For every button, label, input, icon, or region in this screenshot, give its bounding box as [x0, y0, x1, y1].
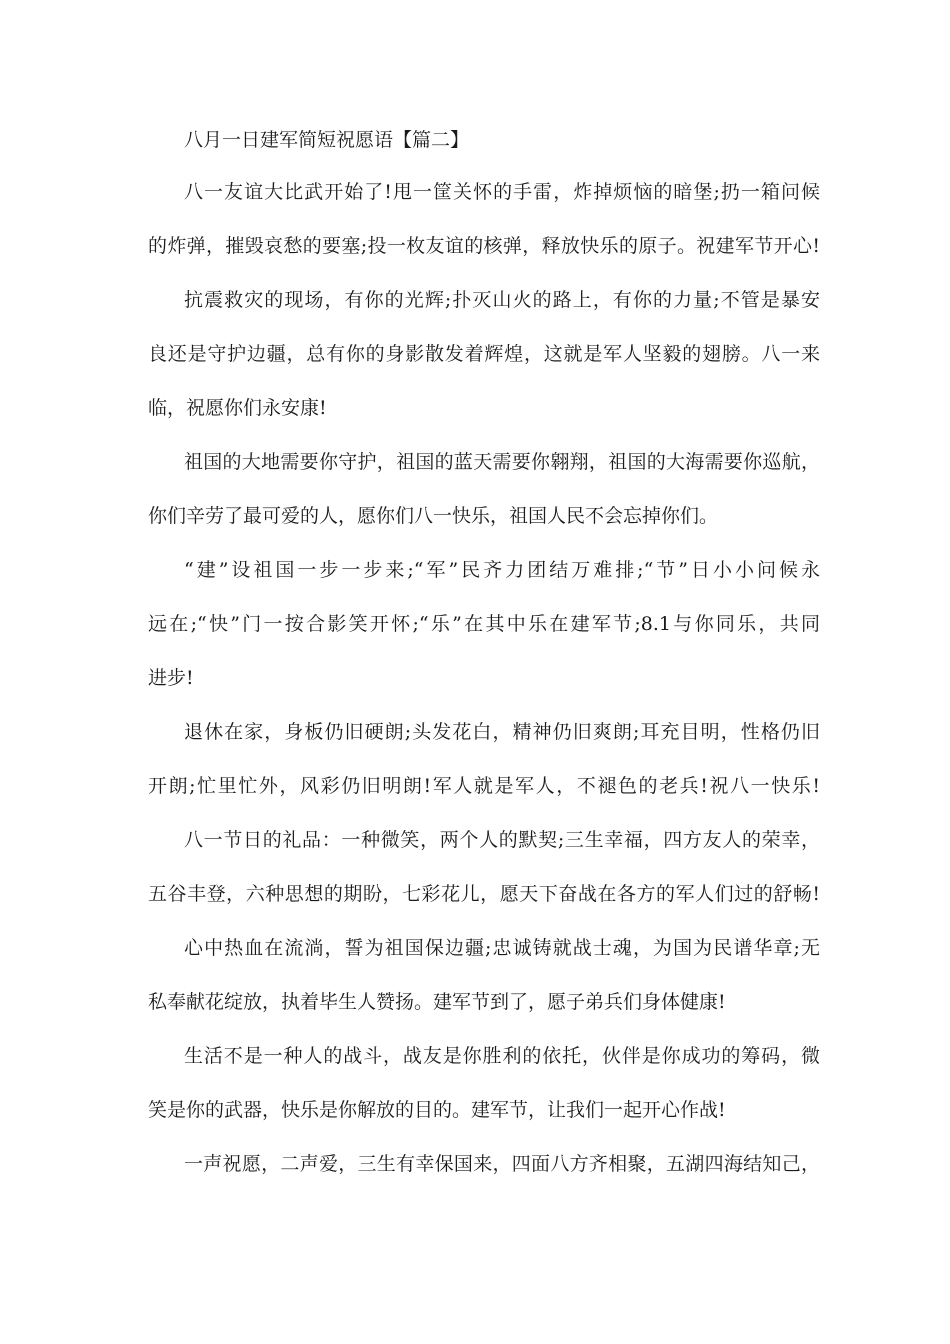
paragraph-line: 笑是你的武器，快乐是你解放的目的。建军节，让我们一起开心作战!	[148, 1099, 726, 1121]
paragraph-line: 的炸弹，摧毁哀愁的要塞;投一枚友谊的核弹，释放快乐的原子。祝建军节开心!	[148, 235, 820, 257]
paragraph-line: 临，祝愿你们永安康!	[148, 397, 327, 419]
paragraph-line: 五谷丰登，六种思想的期盼，七彩花儿，愿天下奋战在各方的军人们过的舒畅!	[148, 883, 820, 905]
paragraph-line: 进步!	[148, 667, 194, 689]
document-title: 八月一日建军简短祝愿语【篇二】	[184, 129, 470, 151]
paragraph-line: 远在;“快”门一按合影笑开怀;“乐”在其中乐在建军节;8.1与你同乐，共同	[148, 613, 820, 635]
paragraph-line: 八一节日的礼品：一种微笑，两个人的默契;三生幸福，四方友人的荣幸，	[184, 829, 820, 851]
paragraph-line: 一声祝愿，二声爱，三生有幸保国来，四面八方齐相聚，五湖四海结知己，	[184, 1153, 820, 1175]
paragraph-line: 你们辛劳了最可爱的人，愿你们八一快乐，祖国人民不会忘掉你们。	[148, 505, 719, 527]
paragraph-line: 良还是守护边疆，总有你的身影散发着辉煌，这就是军人坚毅的翅膀。八一来	[148, 343, 820, 365]
paragraph-line: 生活不是一种人的战斗，战友是你胜利的依托，伙伴是你成功的筹码，微	[184, 1045, 820, 1067]
paragraph-line: 八一友谊大比武开始了!甩一筐关怀的手雷，炸掉烦恼的暗堡;扔一箱问候	[184, 181, 820, 203]
paragraph-line: 心中热血在流淌，誓为祖国保边疆;忠诚铸就战士魂，为国为民谱华章;无	[184, 937, 820, 959]
paragraph-line: 退休在家，身板仍旧硬朗;头发花白，精神仍旧爽朗;耳充目明，性格仍旧	[184, 721, 820, 743]
paragraph-line: 祖国的大地需要你守护，祖国的蓝天需要你翱翔，祖国的大海需要你巡航，	[184, 451, 820, 473]
paragraph-line: “建”设祖国一步一步来;“军”民齐力团结万难排;“节”日小小问候永	[184, 559, 820, 581]
paragraph-line: 私奉献花绽放，执着毕生人赞扬。建军节到了，愿子弟兵们身体健康!	[148, 991, 726, 1013]
paragraph-line: 抗震救灾的现场，有你的光辉;扑灭山火的路上，有你的力量;不管是暴安	[184, 289, 820, 311]
paragraph-line: 开朗;忙里忙外，风彩仍旧明朗!军人就是军人，不褪色的老兵!祝八一快乐!	[148, 775, 820, 797]
